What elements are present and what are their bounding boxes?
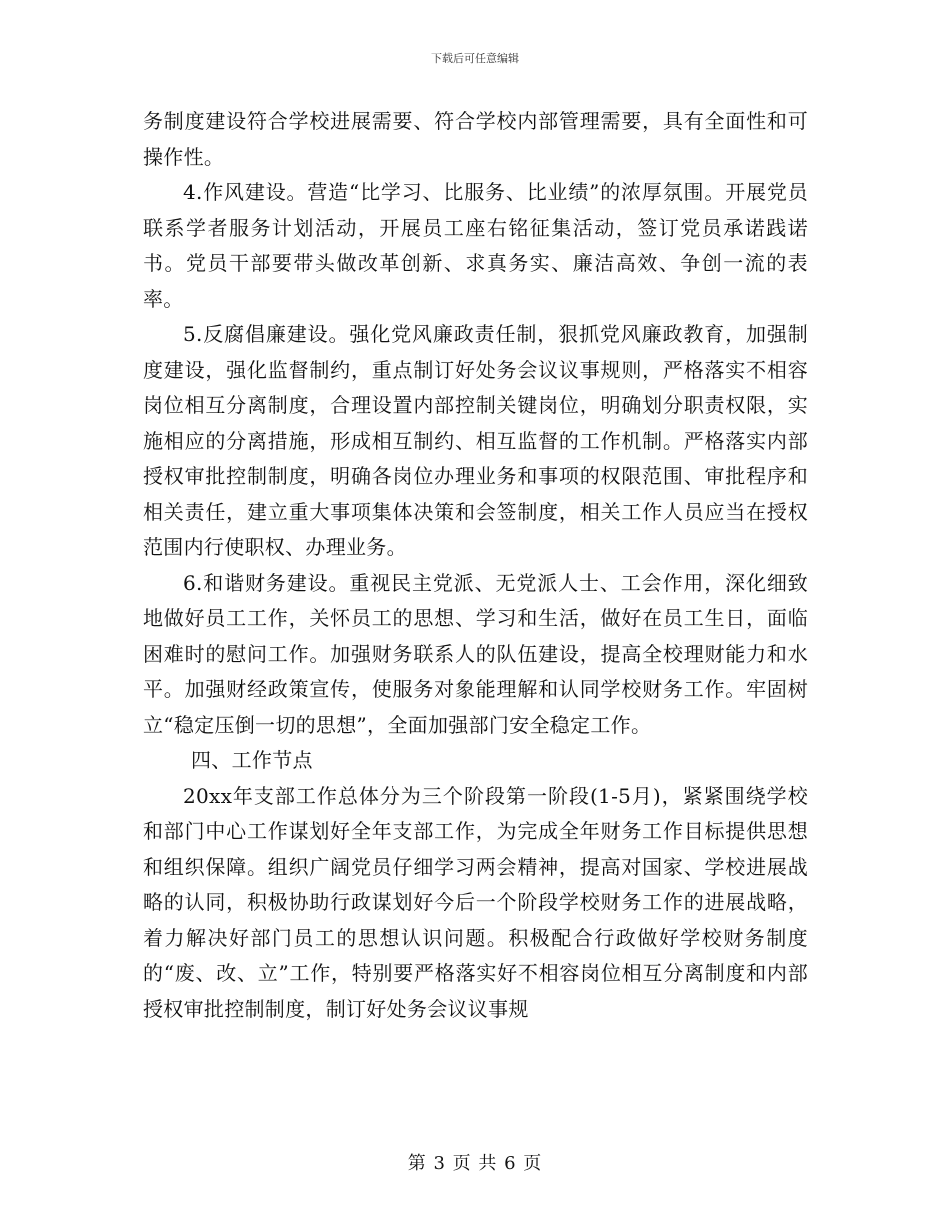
paragraph-anti-corruption: 5.反腐倡廉建设。强化党风廉政责任制，狠抓党风廉政教育，加强制度建设，强化监督制约，重点制订好处务会议议事规则，严格落实不相容岗位相互分离制度，合理设置内部控制关键岗位，明确划分职责权限，实施相应的分离措施，形成相互制约、相互监督的工作机制。严格落实内部授权审批控制制度，明确各岗位办理业务和事项的权限范围、审批程序和相关责任，建立重大事项集体决策和会签制度，相关工作人员应当在授权范围内行使职权、办理业务。	[143, 322, 808, 559]
paragraph-work-style: 4.作风建设。营造“比学习、比服务、比业绩”的浓厚氛围。开展党员联系学者服务计划活动，开展员工座右铭征集活动，签订党员承诺践诺书。党员干部要带头做改革创新、求真务实、廉洁高效、争创一流的表率。	[143, 180, 808, 311]
page-header-note: 下载后可任意编辑	[431, 52, 519, 65]
page-number-footer: 第 3 页 共 6 页	[407, 1153, 543, 1174]
document-body	[143, 104, 808, 1027]
section-heading-work-milestones: 四、工作节点	[191, 748, 313, 772]
paragraph-harmonious-finance: 6.和谐财务建设。重视民主党派、无党派人士、工会作用，深化细致地做好员工工作，关怀员工的思想、学习和生活，做好在员工生日，面临困难时的慰问工作。加强财务联系人的队伍建设，提高全校理财能力和水平。加强财经政策宣传，使服务对象能理解和认同学校财务工作。牢固树立“稳定压倒一切的思想”，全面加强部门安全稳定工作。	[143, 570, 808, 737]
paragraph-continuation: 务制度建设符合学校进展需要、符合学校内部管理需要，具有全面性和可操作性。	[143, 109, 808, 169]
paragraph-work-phases: 20xx年支部工作总体分为三个阶段第一阶段(1-5月)，紧紧围绕学校和部门中心工作谋划好全年支部工作，为完成全年财务工作目标提供思想和组织保障。组织广阔党员仔细学习两会精神，提高对国家、学校进展战略的认同，积极协助行政谋划好今后一个阶段学校财务工作的进展战略，着力解决好部门员工的思想认识问题。积极配合行政做好学校财务制度的“废、改、立”工作，特别要严格落实好不相容岗位相互分离制度和内部授权审批控制制度，制订好处务会议议事规	[143, 783, 808, 1021]
